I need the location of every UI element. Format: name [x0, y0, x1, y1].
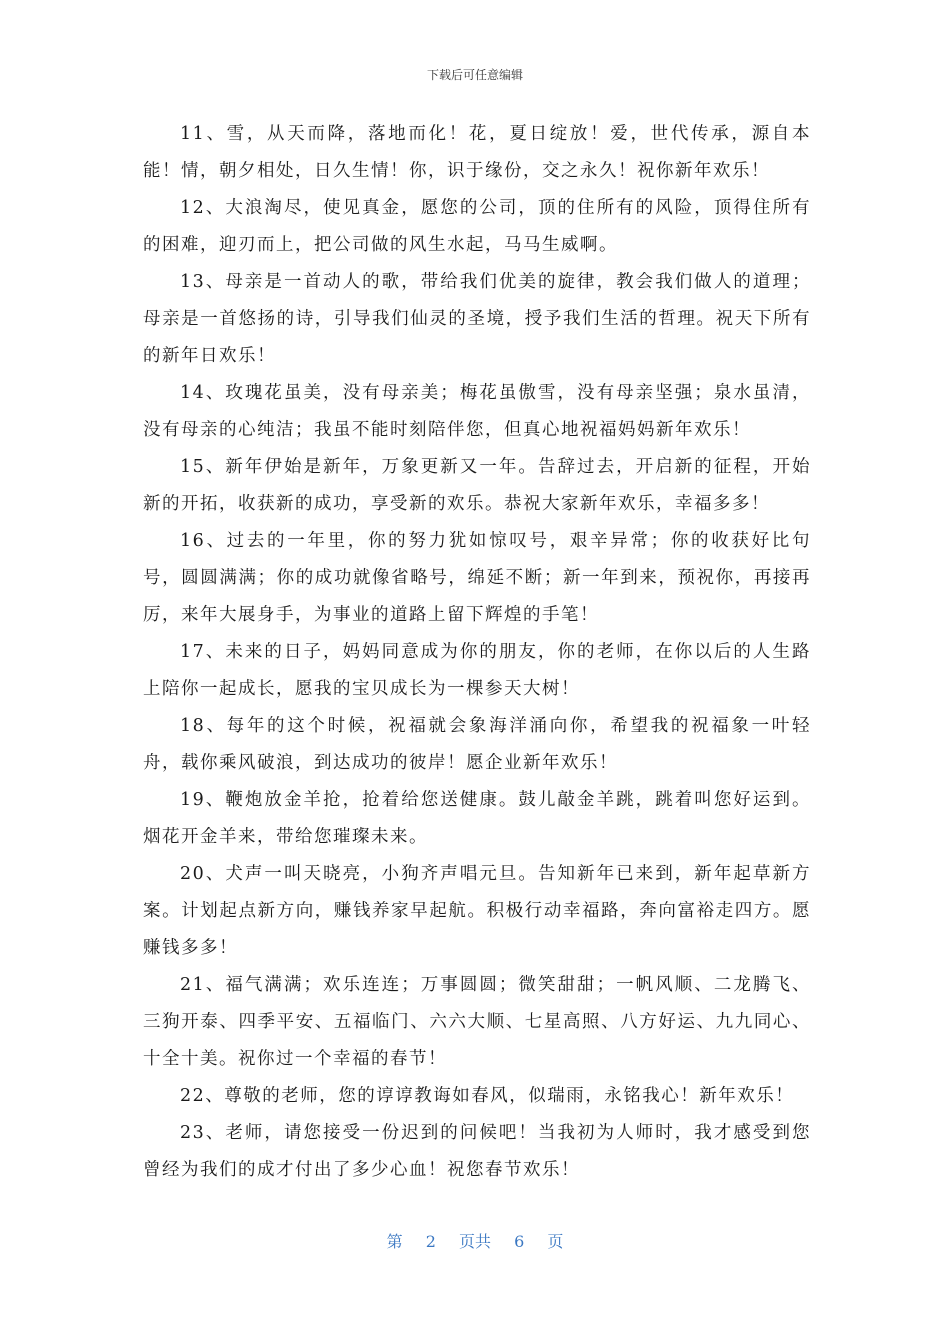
paragraph-13: 13、母亲是一首动人的歌，带给我们优美的旋律，教会我们做人的道理；母亲是一首悠扬的诗，引导我们仙灵的圣境，授予我们生活的哲理。祝天下所有的新年日欢乐！: [143, 272, 811, 366]
paragraph-20: 20、犬声一叫天晓亮，小狗齐声唱元旦。告知新年已来到，新年起草新方案。计划起点新方向，赚钱养家早起航。积极行动幸福路，奔向富裕走四方。愿赚钱多多！: [143, 864, 811, 958]
footer-total-pages: 6: [514, 1232, 525, 1251]
paragraph-19: 19、鞭炮放金羊抢，抢着给您送健康。鼓儿敲金羊跳，跳着叫您好运到。烟花开金羊来，带给您璀璨未来。: [143, 790, 811, 847]
paragraph-21: 21、福气满满；欢乐连连；万事圆圆；微笑甜甜；一帆风顺、二龙腾飞、三狗开泰、四季平安、五福临门、六六大顺、七星高照、八方好运、九九同心、十全十美。祝你过一个幸福的春节！: [143, 975, 811, 1069]
page-header: 下载后可任意编辑: [426, 68, 523, 82]
page-footer: [0, 1229, 950, 1252]
paragraph-23: 23、老师，请您接受一份迟到的问候吧！当我初为人师时，我才感受到您曾经为我们的成才付出了多少心血！祝您春节欢乐！: [143, 1123, 811, 1180]
paragraph-15: 15、新年伊始是新年，万象更新又一年。告辞过去，开启新的征程，开始新的开拓，收获新的成功，享受新的欢乐。恭祝大家新年欢乐，幸福多多！: [143, 457, 811, 514]
paragraph-16: 16、过去的一年里，你的努力犹如惊叹号，艰辛异常；你的收获好比句号，圆圆满满；你的成功就像省略号，绵延不断；新一年到来，预祝你，再接再厉，来年大展身手，为事业的道路上留下辉煌的手笔！: [143, 531, 811, 625]
footer-prefix: 第: [386, 1232, 403, 1251]
paragraph-12: 12、大浪淘尽，使见真金，愿您的公司，顶的住所有的风险，顶得住所有的困难，迎刃而上，把公司做的风生水起，马马生威啊。: [143, 198, 811, 255]
paragraph-14: 14、玫瑰花虽美，没有母亲美；梅花虽傲雪，没有母亲坚强；泉水虽清，没有母亲的心纯洁；我虽不能时刻陪伴您，但真心地祝福妈妈新年欢乐！: [143, 383, 811, 440]
paragraph-22: 22、尊敬的老师，您的谆谆教诲如春风，似瑞雨，永铭我心！新年欢乐！: [180, 1086, 795, 1106]
paragraph-11: 11、雪，从天而降，落地而化！花，夏日绽放！爱，世代传承，源自本能！情，朝夕相处，日久生情！你，识于缘份，交之永久！祝你新年欢乐！: [143, 124, 811, 181]
footer-suffix: 页: [547, 1232, 564, 1251]
document-body: [143, 116, 811, 1189]
footer-middle: 页共: [458, 1232, 491, 1251]
paragraph-17: 17、未来的日子，妈妈同意成为你的朋友，你的老师，在你以后的人生路上陪你一起成长，愿我的宝贝成长为一棵参天大树！: [143, 642, 811, 699]
paragraph-18: 18、每年的这个时候，祝福就会象海洋涌向你，希望我的祝福象一叶轻舟，载你乘风破浪，到达成功的彼岸！愿企业新年欢乐！: [143, 716, 811, 773]
footer-page-number: 2: [425, 1232, 436, 1251]
